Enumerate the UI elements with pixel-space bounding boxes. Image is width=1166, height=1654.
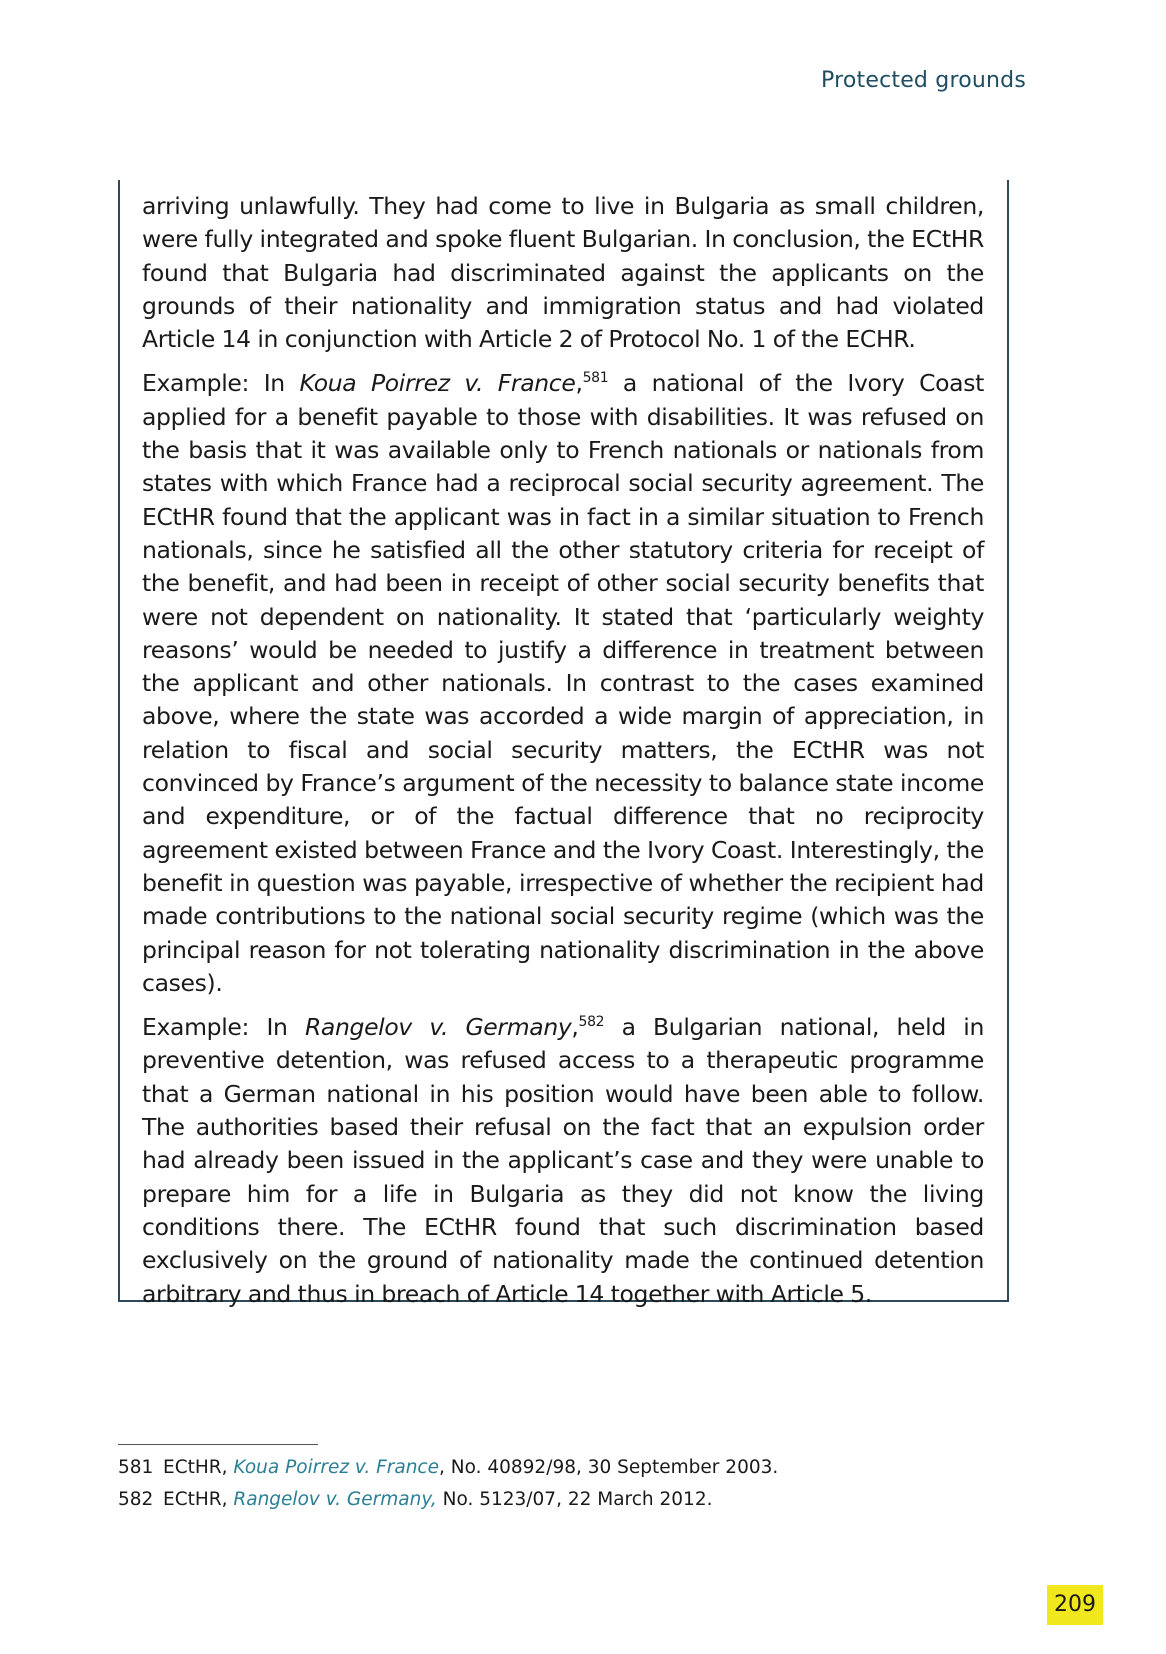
case-comma: , [575, 369, 583, 398]
case-name: Rangelov v. Germany [304, 1013, 572, 1042]
example-lead: Example: In [142, 1013, 305, 1042]
example-koua-poirrez [142, 367, 984, 1000]
running-header: Protected grounds [821, 68, 1026, 93]
footnote-divider [118, 1444, 318, 1445]
example-box [118, 180, 1009, 1308]
example-box-content [142, 190, 984, 1322]
paragraph-text: a national of the Ivory Coast applied for a benefit payable to those with disabilities. It was refused on the basis that it was available only to French nationals or nationals from states with which France had a reciprocal social security agreement. The ECtHR found that the applicant was in fact in a similar situation to French nationals, since he satisfied all the other statutory criteria for receipt of the benefit, and had been in receipt of other social security benefits that were not dependent on nationality. It stated that ‘particularly weighty reasons’ would be needed to justify a difference in treatment between the applicant and other nationals. In contrast to the cases examined above, where the state was accorded a wide margin of appreciation, in relation to fiscal and social security matters, the ECtHR was not convinced by France’s argument of the necessity to balance state income and expenditure, or of the factual difference that no reciprocity agreement existed between France and the Ivory Coast. Interestingly, the benefit in question was payable, irrespective of whether the recipient had made contributions to the national social security regime (which was the principal reason for not tolerating nationality discrimination in the above cases). [142, 369, 984, 997]
page-number: 209 [1047, 1585, 1103, 1625]
example-rangelov [142, 1011, 984, 1311]
footnote-court: ECtHR, [163, 1489, 234, 1510]
footnote-citation: , No. 40892/98, 30 September 2003. [439, 1457, 779, 1478]
footnote-582 [118, 1484, 1018, 1516]
footnotes [118, 1452, 1018, 1516]
footnote-581 [118, 1452, 1018, 1484]
footnote-number: 581 [118, 1457, 154, 1478]
footnote-number: 582 [118, 1489, 154, 1510]
example-paragraph-continued [142, 190, 984, 356]
paragraph-text: arriving unlawfully. They had come to live in Bulgaria as small children, were fully integrated and spoke fluent Bulgarian. In conclusion, the ECtHR found that Bulgaria had discriminated against the applicants on the grounds of their nationality and immigration status and had violated Article 14 in conjunction with Article 2 of Protocol No. 1 of the ECHR. [142, 192, 984, 354]
footnote-citation: No. 5123/07, 22 March 2012. [436, 1489, 713, 1510]
footnote-reference: 581 [582, 370, 609, 387]
footnote-case-link[interactable]: Rangelov v. Germany, [233, 1489, 437, 1510]
footnote-reference: 582 [578, 1014, 605, 1031]
paragraph-text: a Bulgarian national, held in preventive detention, was refused access to a therapeutic programme that a German national in his position would have been able to follow. The authorities based their refusal on the fact that an expulsion order had already been issued in the applicant’s case and they were unable to prepare him for a life in Bulgaria as they did not know the living conditions there. The ECtHR found that such discrimination based exclusively on the ground of nationality made the continued detention arbitrary and thus in breach of Article 14 together with Article 5. [142, 1013, 984, 1308]
case-name: Koua Poirrez v. France [299, 369, 576, 398]
case-comma: , [571, 1013, 579, 1042]
example-lead: Example: In [142, 369, 300, 398]
footnote-court: ECtHR, [163, 1457, 234, 1478]
footnote-case-link[interactable]: Koua Poirrez v. France [233, 1457, 439, 1478]
